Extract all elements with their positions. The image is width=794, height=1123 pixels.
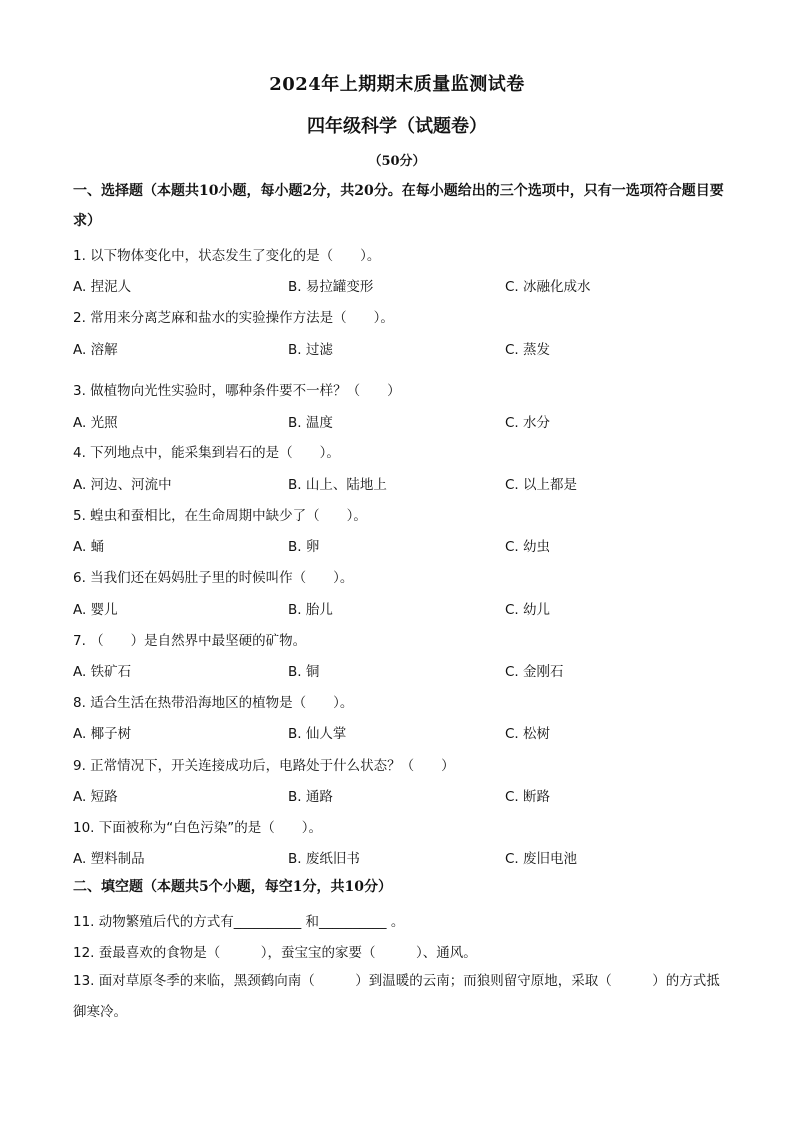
section1-heading: 一、选择题（本题共10小题，每小题2分，共20分。在每小题给出的三个选项中，只有一选项符合题目要求） [73,183,724,229]
q6-option-c: C. 幼儿 [505,602,551,618]
q2-option-a: A. 溶解 [73,342,118,358]
q2-option-c: C. 蒸发 [505,342,551,358]
q1-option-b: B. 易拉罐变形 [288,279,374,295]
q7-option-a: A. 铁矿石 [73,664,132,680]
q4-option-a: A. 河边、河流中 [73,477,172,493]
q5-option-c: C. 幼虫 [505,539,551,555]
q8-option-b: B. 仙人掌 [288,726,347,742]
question-2: 2. 常用来分离芝麻和盐水的实验操作方法是（ ）。 [73,310,394,326]
q5-option-a: A. 蛹 [73,539,105,555]
question-9: 9. 正常情况下，开关连接成功后，电路处于什么状态？（ ） [73,758,455,774]
question-13: 13. 面对草原冬季的来临，黑颈鹤向南（ ）到温暖的云南；而狼则留守原地，采取（ ）的方式抵御寒冷。 [73,973,720,1020]
q2-option-b: B. 过滤 [288,342,333,358]
total-score: （50分） [368,154,426,169]
question-7: 7. （ ）是自然界中最坚硬的矿物。 [73,633,307,649]
question-1: 1. 以下物体变化中，状态发生了变化的是（ ）。 [73,248,381,264]
q4-option-b: B. 山上、陆地上 [288,477,387,493]
q10-option-c: C. 废旧电池 [505,851,578,867]
q8-option-c: C. 松树 [505,726,551,742]
q3-option-a: A. 光照 [73,415,118,431]
question-10: 10. 下面被称为“白色污染”的是（ ）。 [73,820,322,836]
q9-option-b: B. 通路 [288,789,333,805]
q1-option-c: C. 冰融化成水 [505,279,591,295]
q6-option-b: B. 胎儿 [288,602,333,618]
q6-option-a: A. 婴儿 [73,602,118,618]
q10-option-b: B. 废纸旧书 [288,851,360,867]
q8-option-a: A. 椰子树 [73,726,132,742]
q9-option-a: A. 短路 [73,789,118,805]
question-6: 6. 当我们还在妈妈肚子里的时候叫作（ ）。 [73,570,354,586]
question-4: 4. 下列地点中，能采集到岩石的是（ ）。 [73,445,340,461]
section2-heading: 二、填空题（本题共5个小题，每空1分，共10分） [73,879,392,895]
q7-option-b: B. 铜 [288,664,320,680]
q3-option-c: C. 水分 [505,415,551,431]
question-11: 11. 动物繁殖后代的方式有__________ 和__________ 。 [73,914,405,930]
q1-option-a: A. 捏泥人 [73,279,132,295]
question-3: 3. 做植物向光性实验时，哪种条件要不一样？（ ） [73,383,401,399]
question-8: 8. 适合生活在热带沿海地区的植物是（ ）。 [73,695,354,711]
q4-option-c: C. 以上都是 [505,477,578,493]
q10-option-a: A. 塑料制品 [73,851,145,867]
q9-option-c: C. 断路 [505,789,551,805]
q7-option-c: C. 金刚石 [505,664,564,680]
question-12: 12. 蚕最喜欢的食物是（ ），蚕宝宝的家要（ ）、通风。 [73,945,477,961]
q3-option-b: B. 温度 [288,415,333,431]
exam-subtitle: 四年级科学（试题卷） [307,116,487,137]
q5-option-b: B. 卵 [288,539,320,555]
question-5: 5. 蝗虫和蚕相比，在生命周期中缺少了（ ）。 [73,508,367,524]
exam-title: 2024年上期期末质量监测试卷 [269,74,525,95]
